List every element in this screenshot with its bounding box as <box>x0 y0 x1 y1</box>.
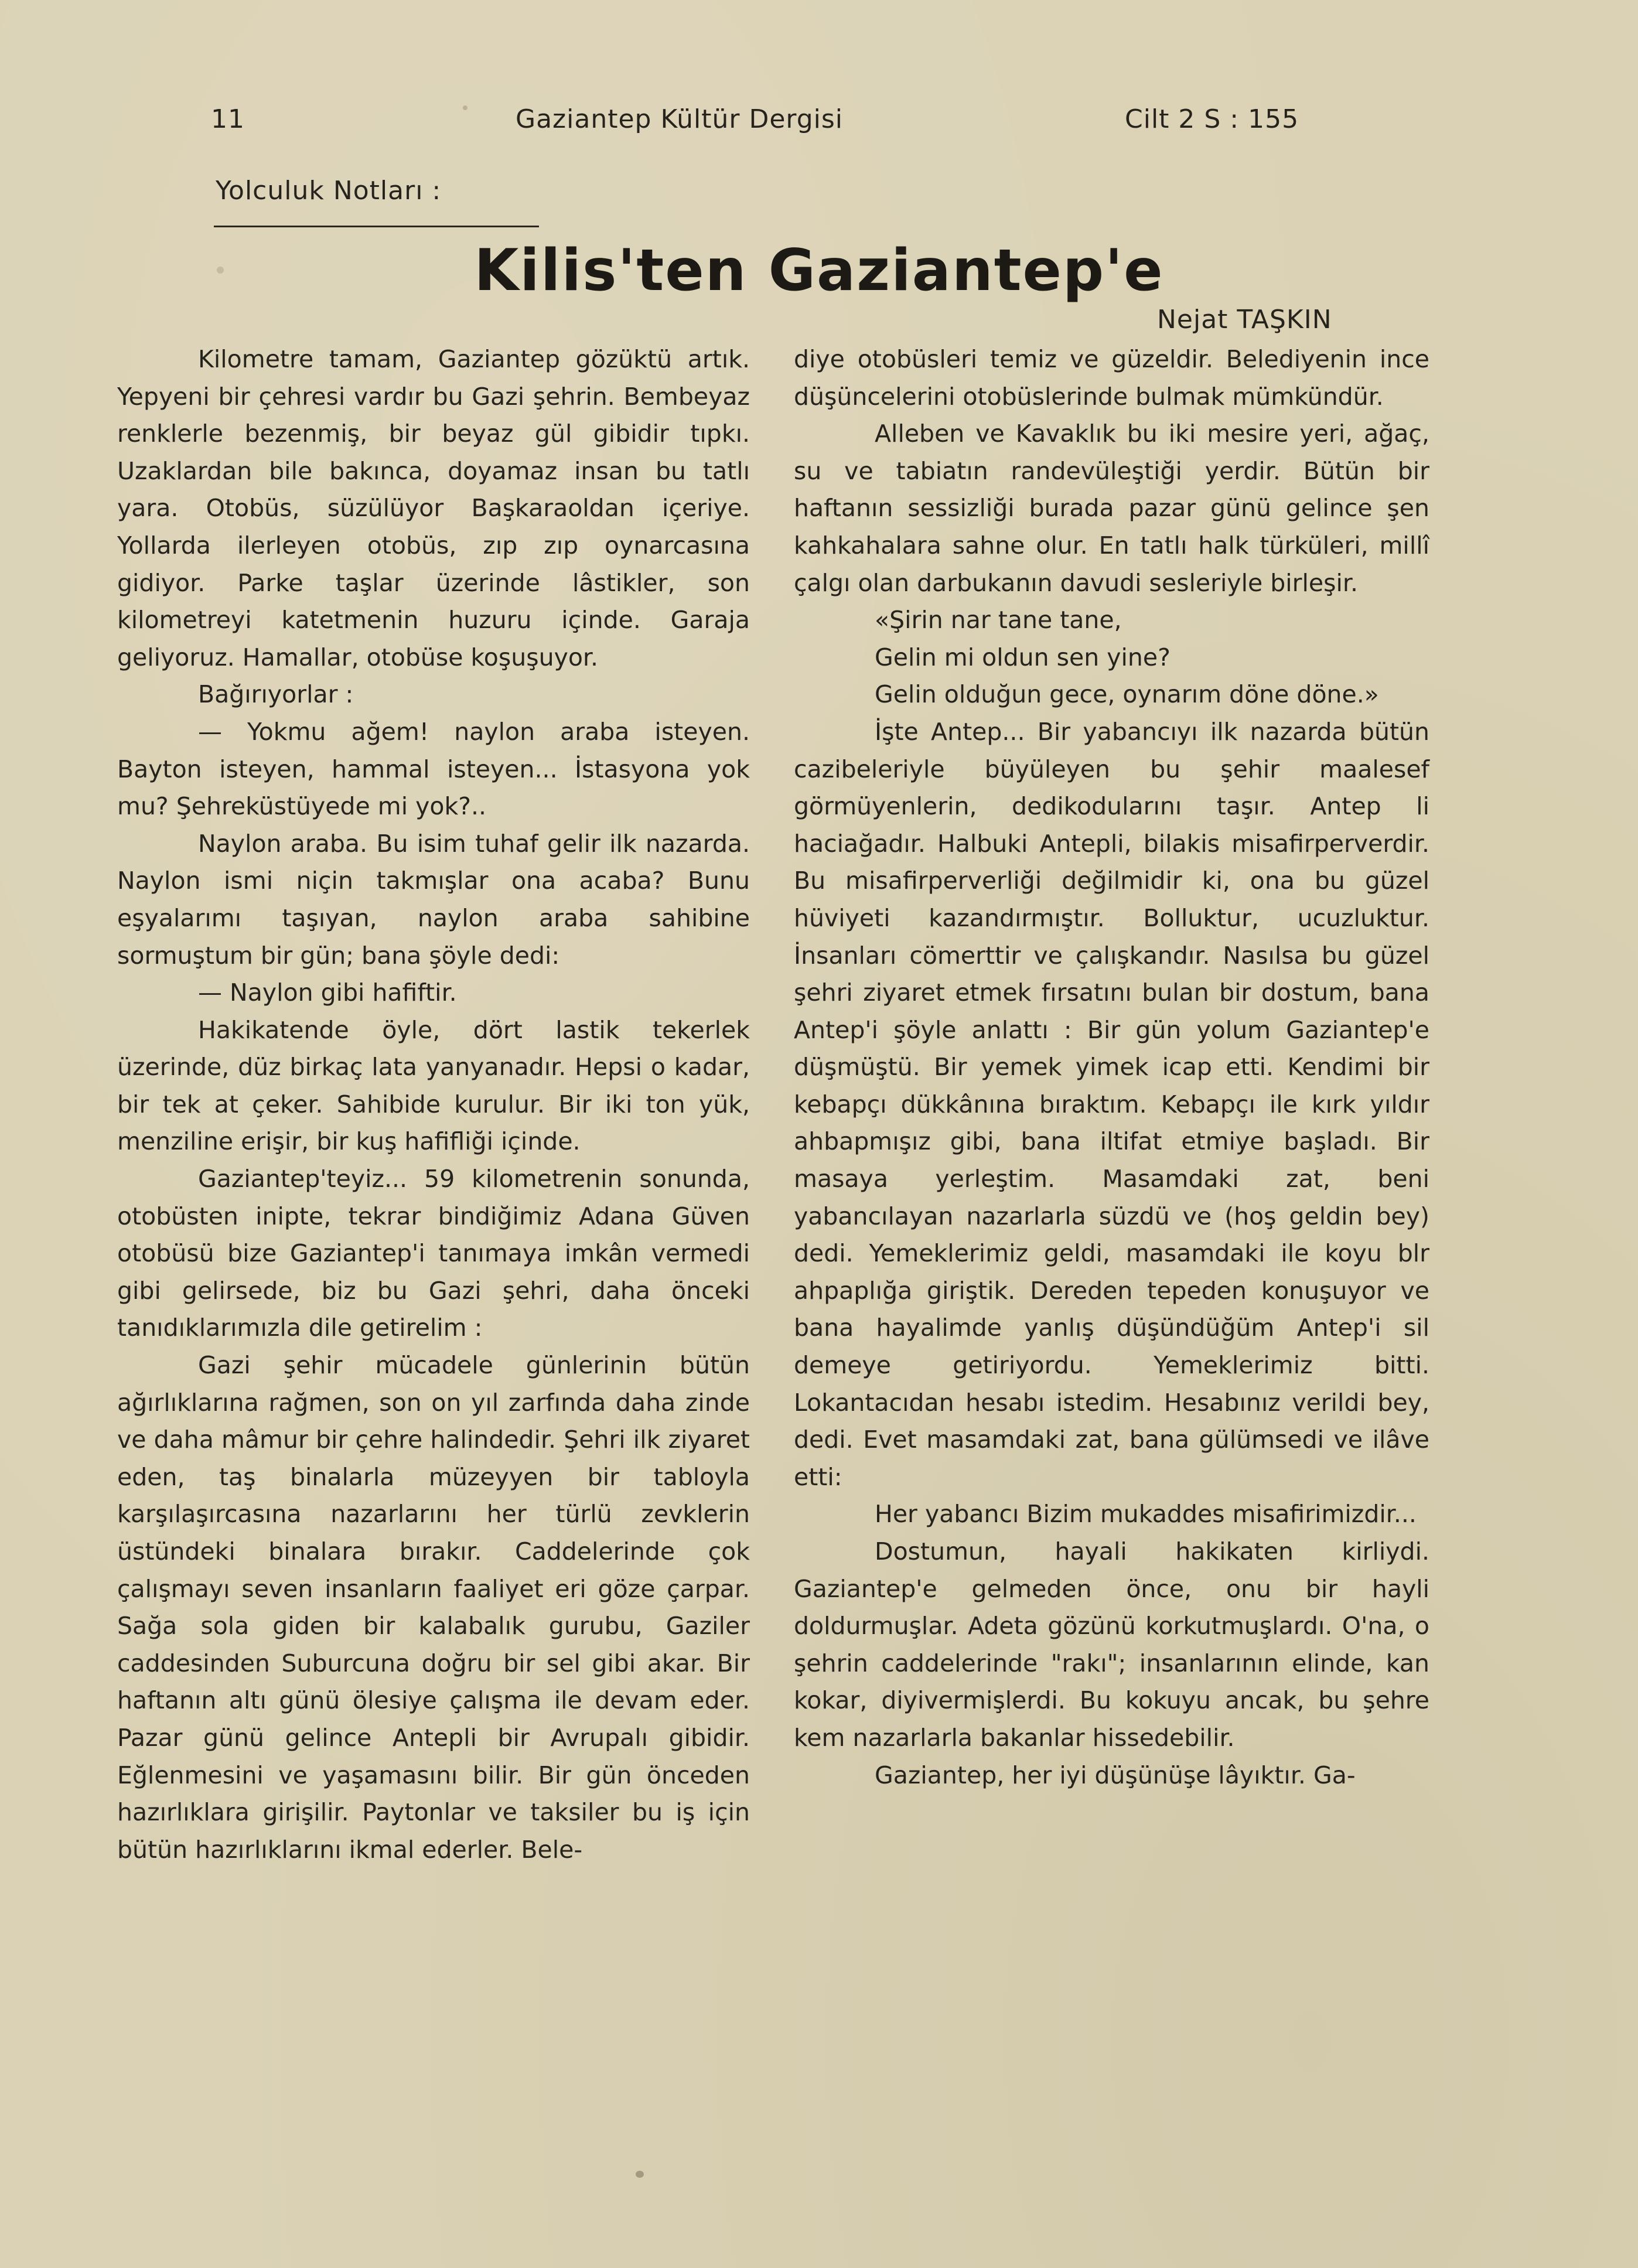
paragraph: Alleben ve Kavaklık bu iki mesire yeri, ağaç, su ve tabiatın randevüleştiği yerdir. Bütün bir haftanın sessizliği burada pazar günü gelince şen kahkahalara sahne olur. En tatlı halk türküleri, millî çalgı olan darbukanın davudi sesleriyle birleşir. <box>794 420 1429 597</box>
paragraph: İşte Antep... Bir yabancıyı ilk nazarda bütün cazibeleriyle büyüleyen bu şehir maalesef görmüyenlerin, dedikodularını taşır. Antep li haciağadır. Halbuki Antepli, bilakis misafirperverdir. Bu misafirperverliği değilmidir ki, ona bu güzel hüviyeti kazandırmıştır. Bolluktur, ucuzluktur. İnsanları cömerttir ve çalışkandır. Nasılsa bu güzel şehri ziyaret etmek fırsatını bulan bir dostum, bana Antep'i şöyle anlattı : Bir gün yolum Gaziantep'e düşmüştü. Bir yemek yimek icap etti. Kendimi bir kebapçı dükkânına bıraktım. Kebapçı ile kırk yıldır ahbapmışız gibi, bana iltifat etmiye başladı. Bir masaya yerleştim. Masamdaki zat, beni yabancılayan nazarlarla süzdü ve (hoş geldin bey) dedi. Yemeklerimiz geldi, masamdaki ile koyu blr ahpaplığa giriştik. Dereden tepeden konuşuyor ve bana hayalimde yanlış düşündüğüm Antep'i sil demeye getiriyordu. Yemeklerimiz bitti. Lokantacıdan hesabı istedim. Hesabınız verildi bey, dedi. Evet masamdaki zat, bana gülümsedi ve ilâve etti: <box>794 717 1429 1491</box>
author-name: Nejat TAŞKIN <box>1157 305 1332 335</box>
paper-speck <box>217 267 224 274</box>
paragraph: Dostumun, hayali hakikaten kirliydi. Gaziantep'e gelmeden önce, onu bir hayli doldurmuşlar. Adeta gözünü korkutmuşlardı. O'na, o şehrin caddelerinde "rakı"; insanlarının elinde, kan kokar, diyivermişlerdi. Bu kokuyu ancak, bu şehre kem nazarlarla bakanlar hissedebilir. <box>794 1537 1429 1752</box>
paper-speck <box>636 2171 644 2178</box>
paragraph: Gazi şehir mücadele günlerinin bütün ağırlıklarına rağmen, son on yıl zarfında daha zinde ve daha mâmur bir çehre halindedir. Şehri ilk ziyaret eden, taş binalarla müzeyyen bir tabloyla karşılaşırcasına nazarlarını her türlü zevklerin üstündeki binalara bırakır. Caddelerinde çok çalışmayı seven insanların faaliyet eri göze çarpar. Sağa sola giden bir kalabalık gurubu, Gaziler caddesinden Suburcuna doğru bir sel gibi akar. Bir haftanın altı günü ölesiye çalışma ile devam eder. Pazar günü gelince Antepli bir Avrupalı gibidir. Eğlenmesini ve yaşamasını bilir. Bir gün önceden hazırlıklara girişilir. Paytonlar ve taksiler bu iş için bütün hazırlıklarını ikmal ederler. Bele- <box>117 1351 750 1864</box>
paragraph: Naylon araba. Bu isim tuhaf gelir ilk nazarda. Naylon ismi niçin takmışlar ona acaba? Bunu eşyalarımı taşıyan, naylon araba sahibine sormuştum bir gün; bana şöyle dedi: <box>117 829 750 970</box>
article-title: Kilis'ten Gaziantep'e <box>474 237 1164 304</box>
section-label: Yolculuk Notları : <box>216 176 442 206</box>
section-rule <box>214 226 539 227</box>
paragraph: «Şirin nar tane tane, <box>875 606 1122 635</box>
paragraph: Gelin olduğun gece, oynarım döne döne.» <box>875 680 1379 709</box>
paragraph: Kilometre tamam, Gaziantep gözüktü artık. Yepyeni bir çehresi vardır bu Gazi şehrin. Bembeyaz renklerle bezenmiş, bir beyaz gül gibidir tıpkı. Uzaklardan bile bakınca, doyamaz insan bu tatlı yara. Otobüs, süzülüyor Başkaraoldan içeriye. Yollarda ilerleyen otobüs, zıp zıp oynarcasına gidiyor. Parke taşlar üzerinde lâstikler, son kilometreyi katetmenin huzuru içinde. Garaja geliyoruz. Hamallar, otobüse koşuşuyor. <box>117 345 750 671</box>
paragraph: — Yokmu ağem! naylon araba isteyen. Bayton isteyen, hammal isteyen... İstasyona yok mu? Şehreküstüyede mi yok?.. <box>117 717 750 821</box>
right-column <box>794 341 1429 1794</box>
paragraph: Hakikatende öyle, dört lastik tekerlek üzerinde, düz birkaç lata yanyanadır. Hepsi o kadar, bir tek at çeker. Sahibide kurulur. Bir iki ton yük, menziline erişir, bir kuş hafifliği içinde. <box>117 1015 750 1156</box>
paragraph: Gaziantep'teyiz... 59 kilometrenin sonunda, otobüsten inipte, tekrar bindiğimiz Adana Güven otobüsü bize Gaziantep'i tanımaya imkân vermedi gibi gelirsede, biz bu Gazi şehri, daha önceki tanıdıklarımızla dile getirelim : <box>117 1165 750 1342</box>
paragraph: Gaziantep, her iyi düşünüşe lâyıktır. Ga- <box>875 1761 1356 1789</box>
paper-speck <box>463 105 467 110</box>
journal-title: Gaziantep Kültür Dergisi <box>516 104 844 134</box>
page-number: 11 <box>211 104 245 134</box>
paragraph: Bağırıyorlar : <box>198 680 354 709</box>
paragraph: — Naylon gibi hafiftir. <box>198 978 457 1007</box>
volume-issue: Cilt 2 S : 155 <box>1125 104 1299 134</box>
paragraph: Her yabancı Bizim mukaddes misafirimizdir... <box>875 1500 1417 1529</box>
paragraph: Gelin mi oldun sen yine? <box>875 643 1171 671</box>
paragraph: diye otobüsleri temiz ve güzeldir. Belediyenin ince düşüncelerini otobüslerinde bulmak mümkündür. <box>794 345 1429 411</box>
left-column <box>117 341 750 1868</box>
